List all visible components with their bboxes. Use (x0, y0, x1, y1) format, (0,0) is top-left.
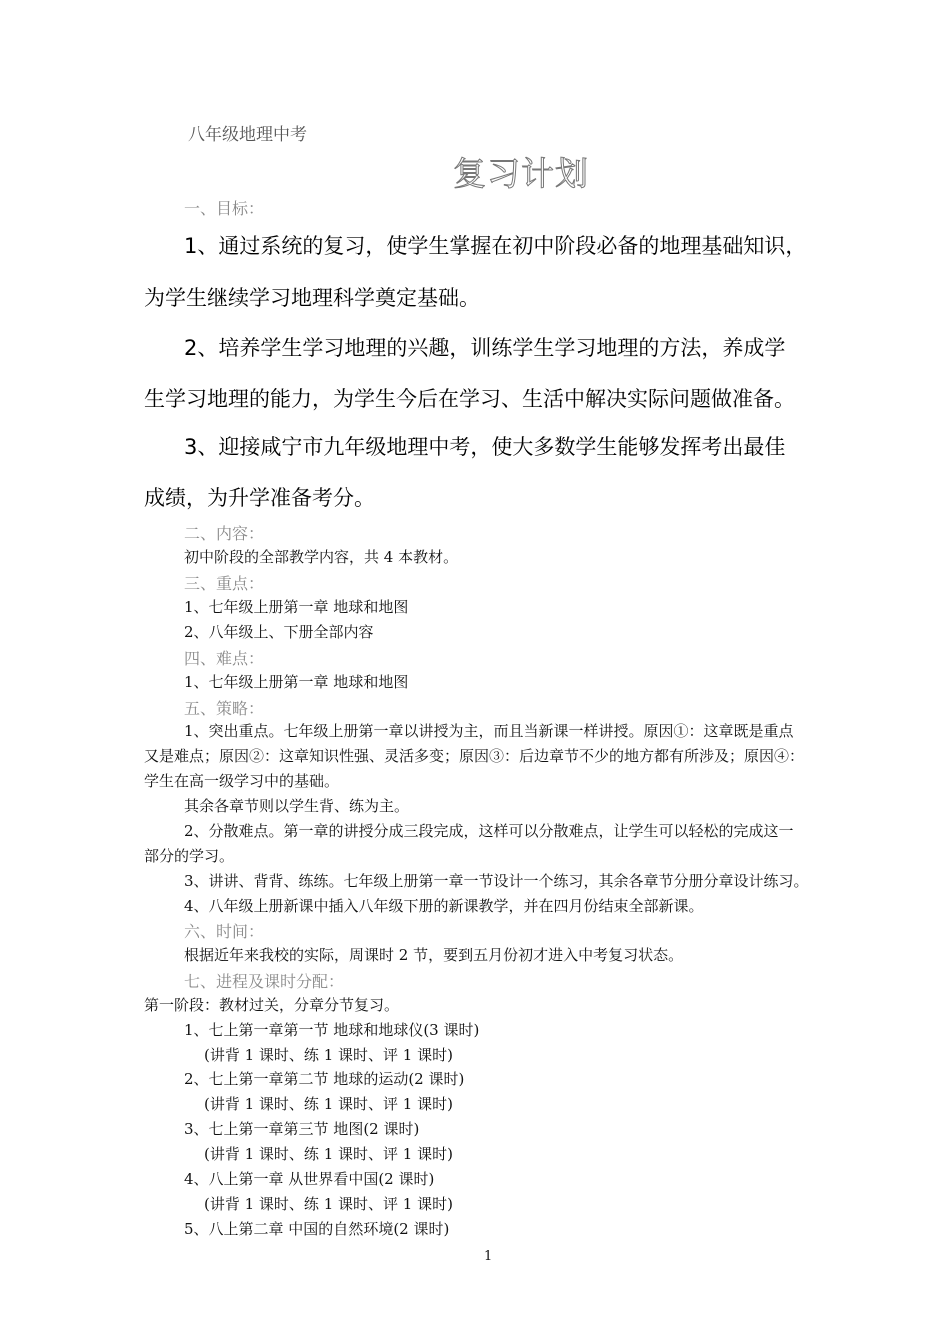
strategy-1-extra: 其余各章节则以学生背、练为主。 (184, 797, 410, 815)
page-number: 1 (484, 1249, 493, 1264)
schedule-item-2-detail: (讲背 1 课时、练 1 课时、评 1 课时) (204, 1095, 453, 1113)
schedule-item-4-title: 4、八上第一章 从世界看中国(2 课时) (184, 1170, 435, 1188)
strategy-2-line-2: 部分的学习。 (144, 847, 235, 865)
schedule-item-5-title: 5、八上第二章 中国的自然环境(2 课时) (184, 1220, 450, 1238)
goal-2-line-2: 生学习地理的能力，为学生今后在学习、生活中解决实际问题做准备。 (144, 387, 795, 411)
schedule-item-2-title: 2、七上第一章第二节 地球的运动(2 课时) (184, 1070, 465, 1088)
strategy-2-line-1: 2、分散难点。第一章的讲授分成三段完成，这样可以分散难点，让学生可以轻松的完成这一 (184, 822, 794, 840)
section-heading-goals: 一、目标： (184, 199, 265, 218)
section-heading-difficulties: 四、难点： (184, 649, 265, 668)
schedule-item-3-title: 3、七上第一章第三节 地图(2 课时) (184, 1120, 420, 1138)
strategy-1-line-3: 学生在高一级学习中的基础。 (144, 772, 340, 790)
goal-2-line-1: 2、培养学生学习地理的兴趣，训练学生学习地理的方法，养成学 (184, 336, 786, 360)
strategy-1-line-1: 1、突出重点。七年级上册第一章以讲授为主，而且当新课一样讲授。原因①：这章既是重点 (184, 722, 794, 740)
section-heading-schedule: 七、进程及课时分配： (184, 972, 345, 991)
section-heading-time: 六、时间： (184, 922, 265, 941)
schedule-item-3-detail: (讲背 1 课时、练 1 课时、评 1 课时) (204, 1145, 453, 1163)
section-heading-strategy: 五、策略： (184, 699, 265, 718)
strategy-1-line-2: 又是难点；原因②：这章知识性强、灵活多变；原因③：后边章节不少的地方都有所涉及；原因④： (144, 747, 805, 765)
difficulty-1: 1、七年级上册第一章 地球和地图 (184, 673, 409, 691)
time-text: 根据近年来我校的实际，周课时 2 节，要到五月份初才进入中考复习状态。 (184, 946, 684, 964)
strategy-4: 4、八年级上册新课中插入八年级下册的新课教学，并在四月份结束全部新课。 (184, 897, 704, 915)
goal-1-line-1: 1、通过系统的复习，使学生掌握在初中阶段必备的地理基础知识， (184, 234, 807, 258)
content-text: 初中阶段的全部教学内容，共 4 本教材。 (184, 548, 459, 566)
key-point-1: 1、七年级上册第一章 地球和地图 (184, 598, 409, 616)
key-point-2: 2、八年级上、下册全部内容 (184, 623, 374, 641)
document-subtitle: 八年级地理中考 (188, 125, 307, 145)
document-title: 复习计划 (453, 154, 589, 193)
schedule-item-4-detail: (讲背 1 课时、练 1 课时、评 1 课时) (204, 1195, 453, 1213)
goal-1-line-2: 为学生继续学习地理科学奠定基础。 (144, 286, 480, 310)
schedule-item-1-detail: (讲背 1 课时、练 1 课时、评 1 课时) (204, 1046, 453, 1064)
strategy-3: 3、讲讲、背背、练练。七年级上册第一章一节设计一个练习，其余各章节分册分章设计练习。 (184, 872, 809, 890)
section-heading-key-points: 三、重点： (184, 574, 265, 593)
goal-3-line-2: 成绩，为升学准备考分。 (144, 486, 375, 510)
section-heading-content: 二、内容： (184, 524, 265, 543)
goal-3-line-1: 3、迎接咸宁市九年级地理中考，使大多数学生能够发挥考出最佳 (184, 435, 786, 459)
schedule-item-1-title: 1、七上第一章第一节 地球和地球仪(3 课时) (184, 1021, 480, 1039)
schedule-phase-1: 第一阶段：教材过关，分章分节复习。 (144, 996, 400, 1014)
